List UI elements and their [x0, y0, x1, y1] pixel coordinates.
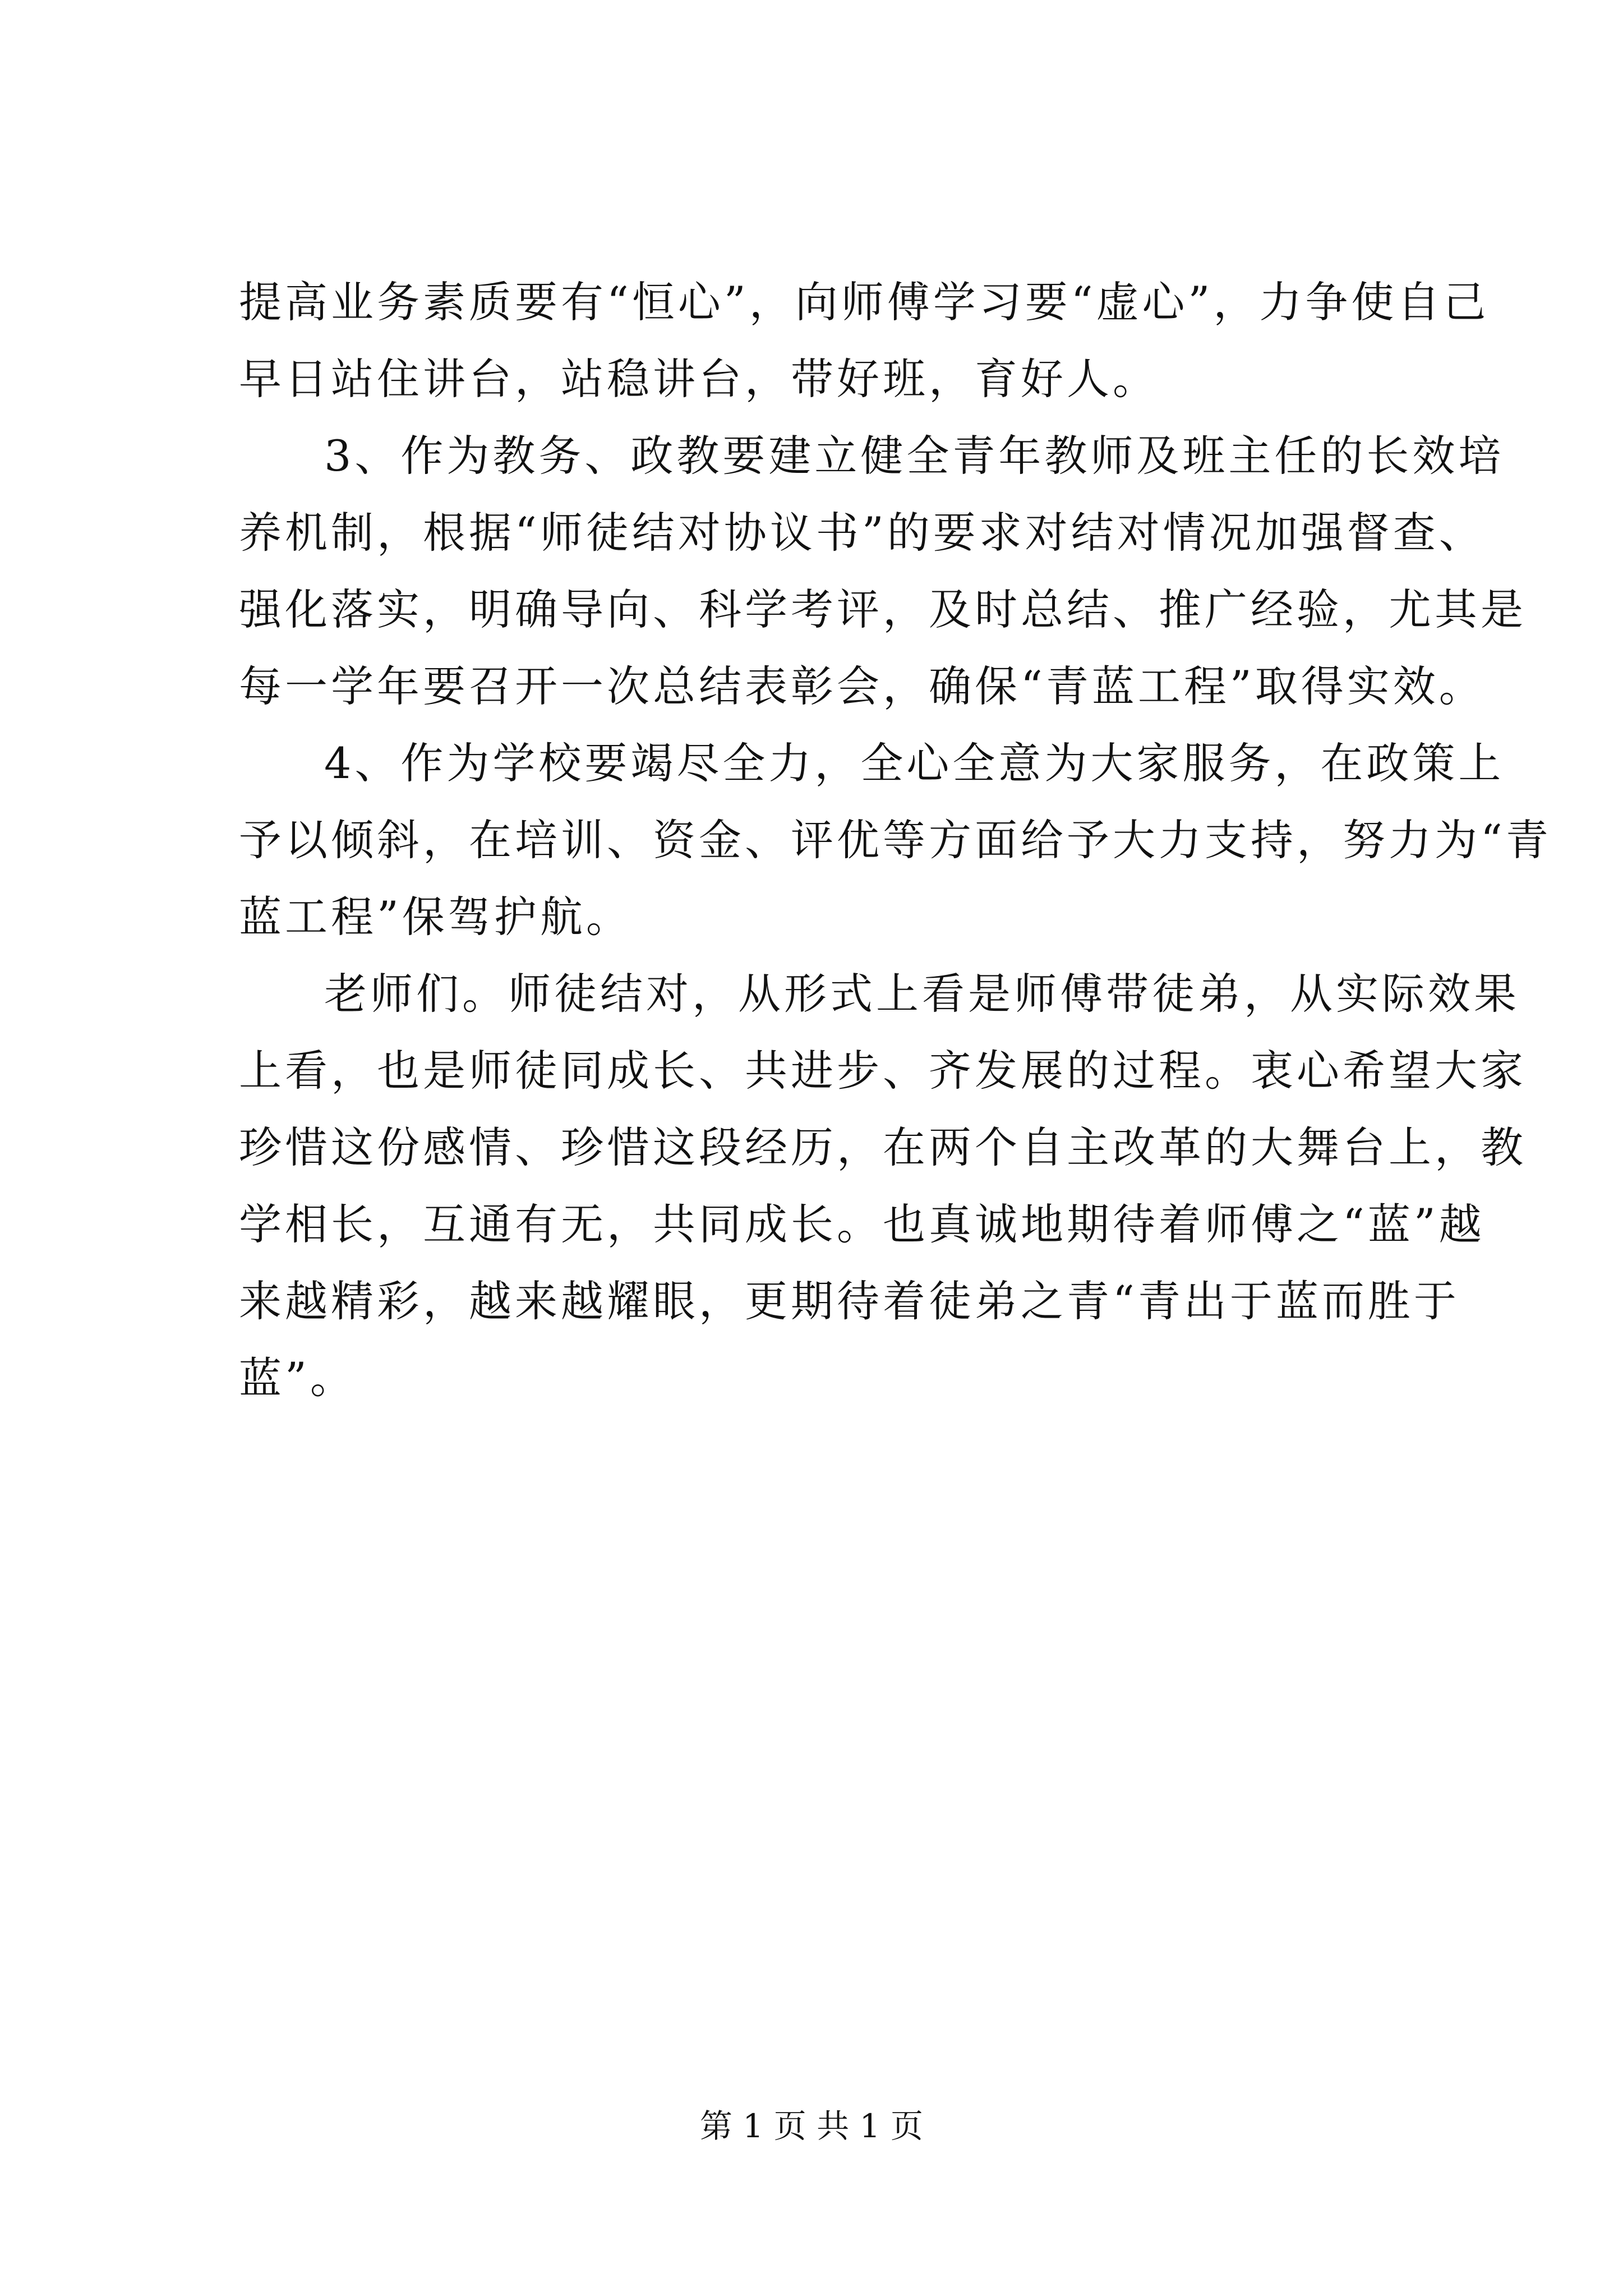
- page-number-label: 第 1 页 共 1 页: [700, 2107, 923, 2145]
- text-line: 4、作为学校要竭尽全力，全心全意为大家服务，在政策上: [324, 738, 1505, 788]
- text-line: 蓝工程”保驾护航。: [239, 892, 632, 942]
- text-line: 3、作为教务、政教要建立健全青年教师及班主任的长效培: [324, 431, 1505, 481]
- text-line: 每一学年要召开一次总结表彰会，确保“青蓝工程”取得实效。: [239, 661, 1485, 711]
- text-line: 老师们。师徒结对，从形式上看是师傅带徒弟，从实际效果: [324, 969, 1520, 1019]
- text-line: 珍惜这份感情、珍惜这段经历，在两个自主改革的大舞台上，教: [239, 1122, 1527, 1172]
- text-line: 提高业务素质要有“恒心”，向师傅学习要“虚心”，力争使自己: [239, 277, 1490, 327]
- text-line: 早日站住讲台，站稳讲台，带好班，育好人。: [239, 354, 1159, 404]
- text-line: 蓝”。: [239, 1353, 356, 1403]
- text-line: 来越精彩，越来越耀眼，更期待着徒弟之青“青出于蓝而胜于: [239, 1276, 1460, 1326]
- text-line: 养机制，根据“师徒结对协议书”的要求对结对情况加强督查、: [239, 508, 1485, 558]
- paragraph: [239, 725, 1552, 955]
- document-body: [239, 264, 1552, 1416]
- paragraph: [239, 417, 1527, 725]
- text-line: 学相长，互通有无，共同成长。也真诚地期待着师傅之“蓝”越: [239, 1199, 1485, 1249]
- page-footer: [0, 2106, 1623, 2146]
- text-line: 上看，也是师徒同成长、共进步、齐发展的过程。衷心希望大家: [239, 1046, 1527, 1096]
- paragraph: [239, 955, 1527, 1416]
- paragraph: [239, 264, 1490, 417]
- text-line: 予以倾斜，在培训、资金、评优等方面给予大力支持，努力为“青: [239, 815, 1552, 865]
- text-line: 强化落实，明确导向、科学考评，及时总结、推广经验，尤其是: [239, 585, 1527, 634]
